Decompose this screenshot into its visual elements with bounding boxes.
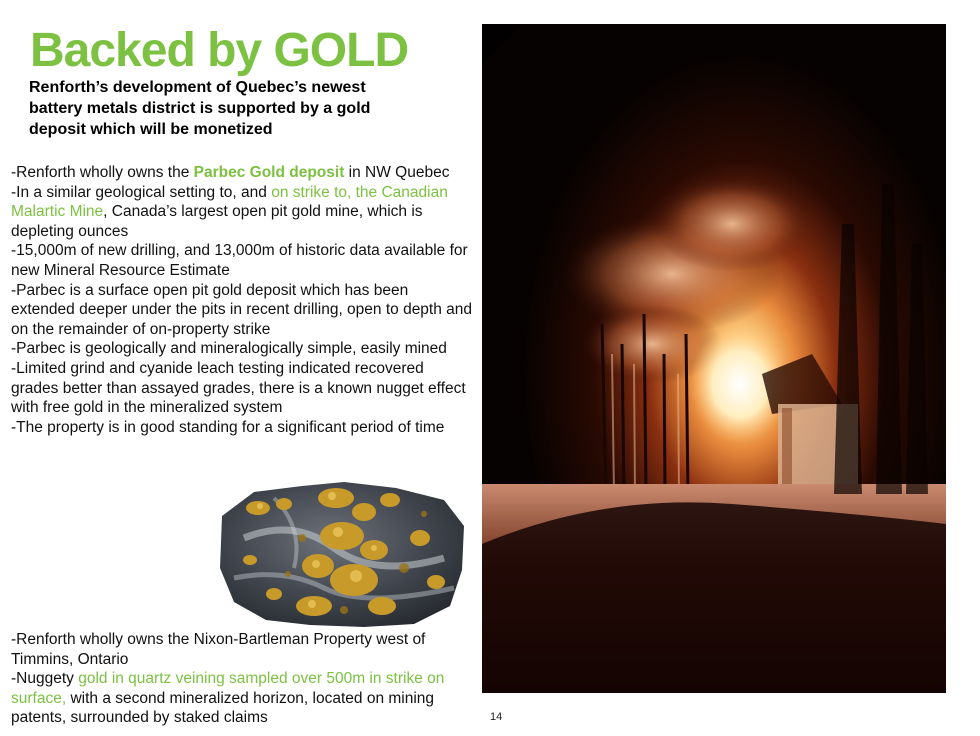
bullet-item [11, 241, 473, 280]
bullet-text: in NW Quebec [344, 164, 450, 181]
bullet-text: on strike to, the Canadian Malartic Mine [11, 183, 448, 221]
page-number: 14 [490, 711, 503, 723]
bullet-item [11, 669, 481, 728]
bullet-text: -Nuggety [11, 670, 79, 688]
parbec-bullet-list [11, 163, 473, 437]
bullet-text: , Canada’s largest open pit gold mine, which is depleting ounces [11, 203, 423, 240]
bullet-text: Parbec Gold deposit [193, 164, 345, 181]
bullet-text: -15,000m of new drilling, and 13,000m of historic data available for new Mineral Resource Estimate [11, 242, 468, 279]
bullet-text: gold in quartz veining sampled over 500m in strike on surface, [11, 670, 445, 707]
bullet-text: -In a similar geological setting to, and [11, 183, 272, 201]
nixon-bullet-list [11, 630, 481, 728]
bullet-item [11, 339, 473, 359]
bullet-item [11, 359, 473, 418]
bullet-text: -Parbec is a surface open pit gold deposit which has been extended deeper under the pits in recent drilling, open to depth and on the remainder of on-property strike [11, 281, 473, 338]
bullet-item [11, 163, 473, 183]
slide-title: Backed by GOLD [30, 24, 409, 77]
bullet-text: -The property is in good standing for a significant period of time [11, 418, 445, 436]
bullet-item [11, 418, 473, 438]
bullet-text: -Limited grind and cyanide leach testing indicated recovered grades better than assayed grades, there is a known nugget effect with free gold in the mineralized system [11, 359, 466, 417]
bullet-text: -Parbec is geologically and mineralogically simple, easily mined [11, 340, 447, 358]
bullet-item [11, 281, 473, 340]
bullet-item [11, 630, 481, 669]
gold-ore-rock-image [214, 478, 468, 628]
bullet-text: -Renforth wholly owns the [11, 164, 194, 181]
burning-building-photo [482, 24, 946, 693]
bullet-text: -Renforth wholly owns the Nixon-Bartleman Property west of Timmins, Ontario [11, 631, 426, 668]
slide-subtitle: Renforth’s development of Quebec’s newest battery metals district is supported by a gold deposit which will be monetized [29, 79, 371, 138]
bullet-item [11, 183, 473, 242]
bullet-text: with a second mineralized horizon, located on mining patents, surrounded by staked claims [11, 689, 435, 727]
